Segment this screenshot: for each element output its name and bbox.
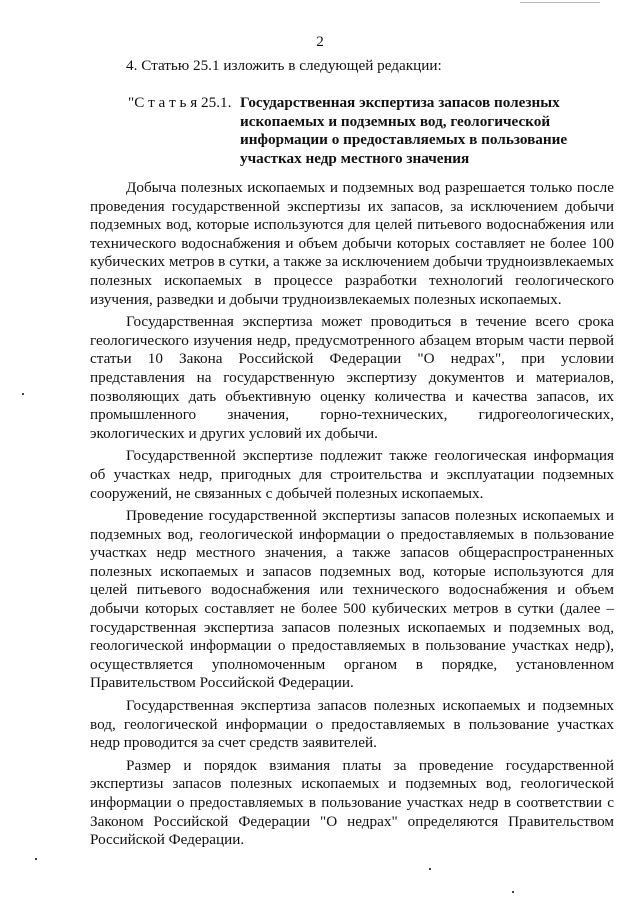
article-body: [90, 179, 614, 854]
article-label: "С т а т ь я 25.1.: [128, 94, 232, 111]
page-number: 2: [316, 33, 324, 50]
article-title-line: участках недр местного значения: [240, 149, 470, 167]
paragraph: Государственная экспертиза может проводиться в течение всего срока геологического изучения недр, предусмотренного абзацем вторым части первой статьи 10 Закона Российской Федерации "О недрах", при условии представления на государственную экспертизу документов и материалов, позволяющих дать объективную оценку количества и качества запасов, их промышленного значения, горно-технических, гидрогеологических, экологических и других условий их добычи.: [90, 313, 614, 442]
scan-speck: [512, 891, 514, 893]
scan-speck: [429, 868, 431, 870]
paragraph: Государственной экспертизе подлежит также геологическая информация об участках недр, пригодных для строительства и эксплуатации подземных сооружений, не связанных с добычей полезных ископаемых.: [90, 447, 614, 502]
article-title-line: информации о предоставляемых в пользование: [240, 131, 568, 149]
article-title: [240, 94, 588, 168]
scan-edge-mark: [520, 2, 600, 3]
article-title-line: Государственная экспертиза запасов полезных: [240, 94, 560, 111]
article-title-line: ископаемых и подземных вод, геологической: [240, 112, 551, 130]
paragraph: Государственная экспертиза запасов полезных ископаемых и подземных вод, геологической информации о предоставляемых в пользование участках недр проводится за счет средств заявителей.: [90, 697, 614, 752]
scan-speck: [35, 858, 37, 860]
paragraph: Размер и порядок взимания платы за проведение государственной экспертизы запасов полезных ископаемых и подземных вод, геологической информации о предоставляемых в пользование участках недр в соответствии с Законом Российской Федерации "О недрах" определяются Правительством Российской Федерации.: [90, 756, 614, 849]
scan-speck: [22, 393, 24, 395]
article-heading: [128, 94, 588, 168]
paragraph: Добыча полезных ископаемых и подземных вод разрешается только после проведения государственной экспертизы их запасов, за исключением добычи подземных вод, которые используются для целей питьевого водоснабжения или технического водоснабжения и объем добычи которых составляет не более 100 кубических метров в сутки, а также за исключением добычи трудноизвлекаемых полезных ископаемых в процессе разработки технологий геологического изучения, разведки и добычи трудноизвлекаемых полезных ископаемых.: [90, 179, 614, 308]
amendment-intro: 4. Статью 25.1 изложить в следующей редакции:: [126, 57, 442, 74]
paragraph: Проведение государственной экспертизы запасов полезных ископаемых и подземных вод, геологической информации о предоставляемых в пользование участках недр местного значения, а также запасов общераспространенных полезных ископаемых и запасов подземных вод, которые используются для целей питьевого водоснабжения или технического водоснабжения и объем добычи которых составляет не более 500 кубических метров в сутки (далее – государственная экспертиза запасов полезных ископаемых и подземных вод, геологической информации о предоставляемых в пользование участках недр), осуществляется уполномоченным органом в порядке, установленном Правительством Российской Федерации.: [90, 507, 614, 692]
